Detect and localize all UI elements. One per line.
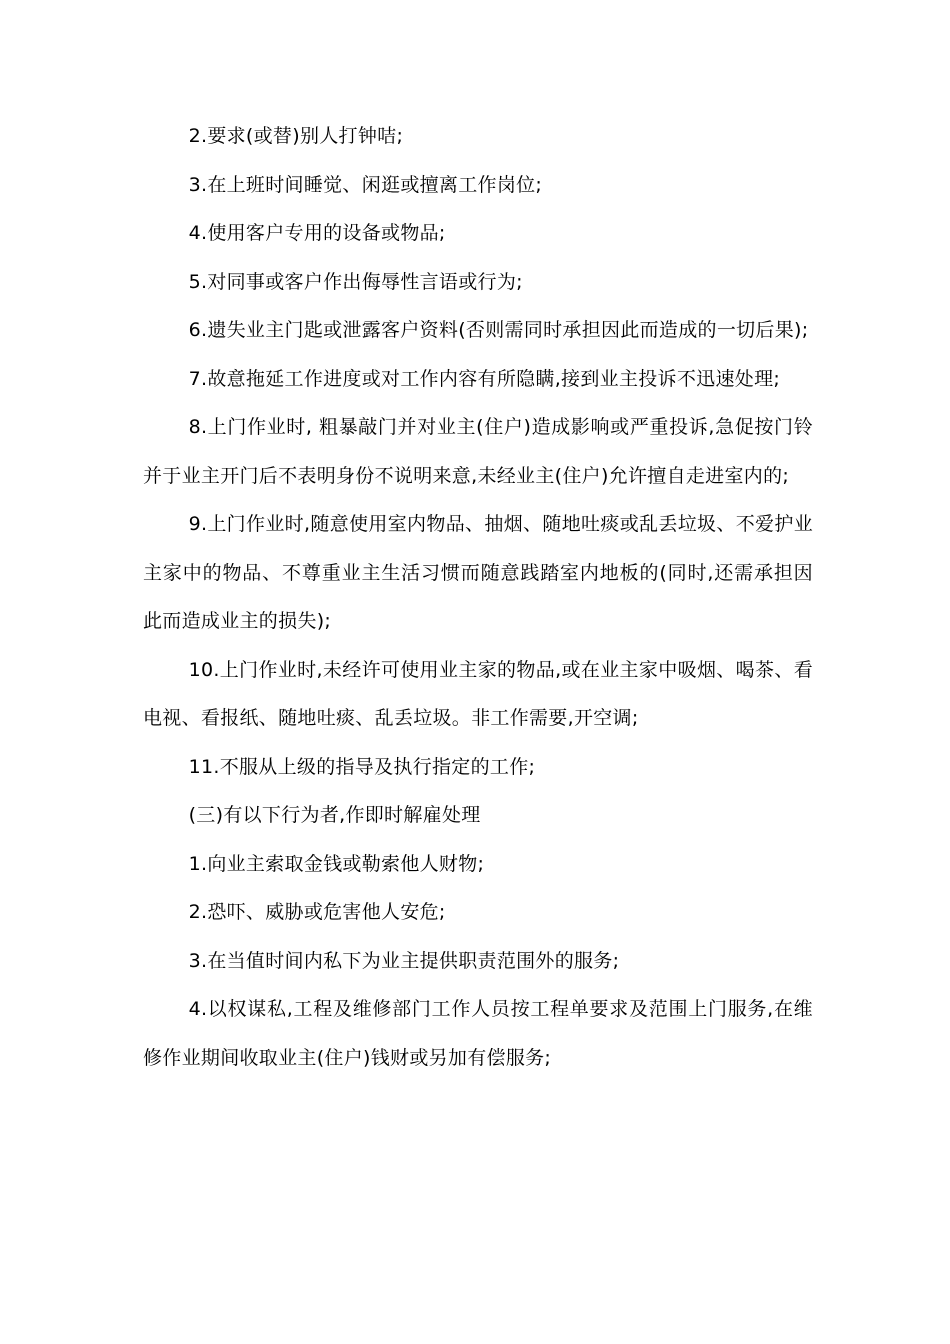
paragraph-rule-10: 10.上门作业时,未经许可使用业主家的物品,或在业主家中吸烟、喝茶、看电视、看报纸、随地吐痰、乱丢垃圾。非工作需要,开空调; xyxy=(143,658,813,729)
paragraph-dismissal-4: 4.以权谋私,工程及维修部门工作人员按工程单要求及范围上门服务,在维修作业期间收取业主(住户)钱财或另加有偿服务; xyxy=(143,998,813,1069)
paragraph-rule-2: 2.要求(或替)别人打钟咭; xyxy=(188,125,404,147)
paragraph-rule-11: 11.不服从上级的指导及执行指定的工作; xyxy=(188,755,536,778)
paragraph-dismissal-1: 1.向业主索取金钱或勒索他人财物; xyxy=(188,852,485,875)
paragraph-rule-9: 9.上门作业时,随意使用室内物品、抽烟、随地吐痰或乱丢垃圾、不爱护业主家中的物品、不尊重业主生活习惯而随意践踏室内地板的(同时,还需承担因此而造成业主的损失); xyxy=(143,513,813,632)
document-body xyxy=(143,112,813,1082)
paragraph-rule-8: 8.上门作业时, 粗暴敲门并对业主(住户)造成影响或严重投诉,急促按门铃并于业主开门后不表明身份不说明来意,未经业主(住户)允许擅自走进室内的; xyxy=(143,416,813,487)
paragraph-rule-6: 6.遗失业主门匙或泄露客户资料(否则需同时承担因此而造成的一切后果); xyxy=(188,319,809,341)
section-heading-dismissal: (三)有以下行为者,作即时解雇处理 xyxy=(188,804,481,826)
paragraph-rule-3: 3.在上班时间睡觉、闲逛或擅离工作岗位; xyxy=(188,173,543,196)
paragraph-dismissal-3: 3.在当值时间内私下为业主提供职责范围外的服务; xyxy=(188,949,620,972)
paragraph-rule-5: 5.对同事或客户作出侮辱性言语或行为; xyxy=(188,270,523,293)
paragraph-dismissal-2: 2.恐吓、威胁或危害他人安危; xyxy=(188,901,446,923)
paragraph-rule-4: 4.使用客户专用的设备或物品; xyxy=(188,222,446,244)
paragraph-rule-7: 7.故意拖延工作进度或对工作内容有所隐瞒,接到业主投诉不迅速处理; xyxy=(188,367,781,390)
